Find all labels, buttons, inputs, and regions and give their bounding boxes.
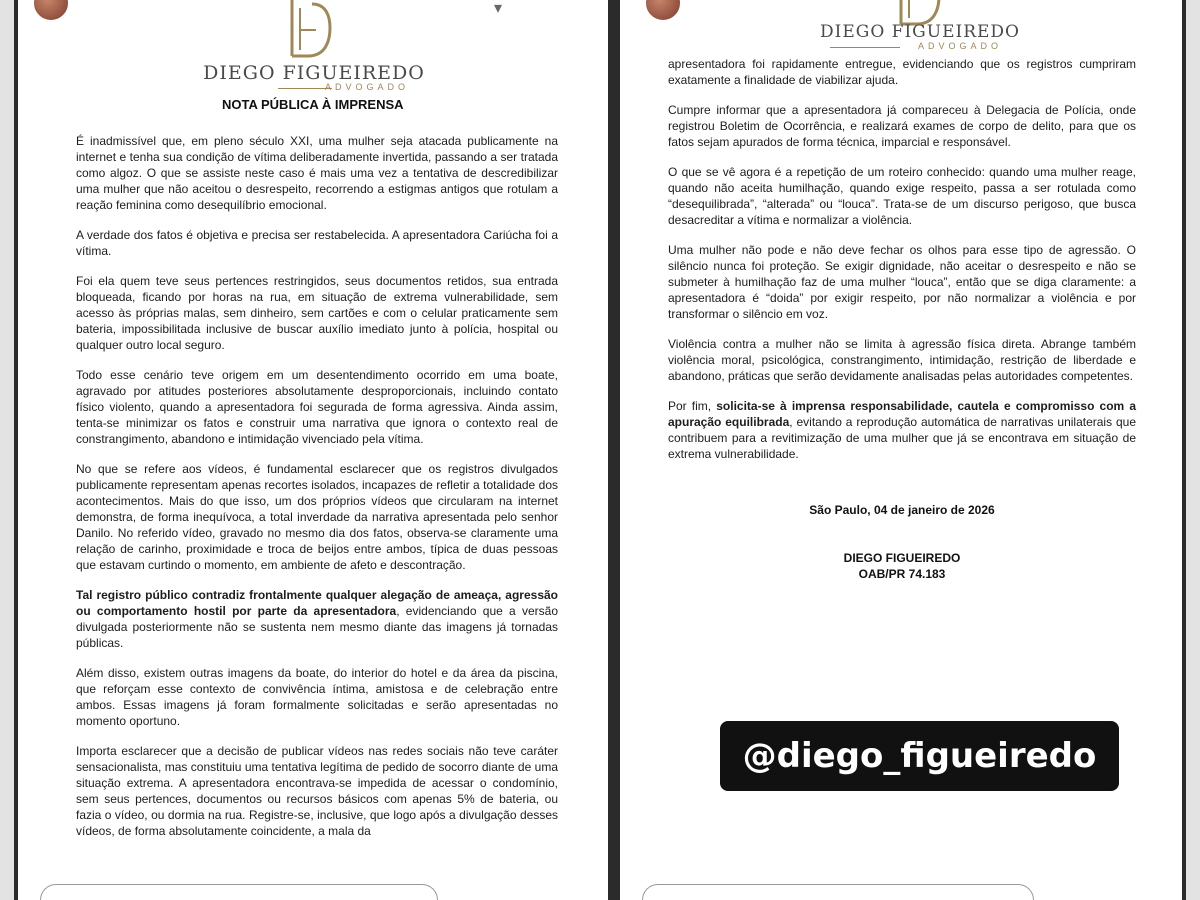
mention-sticker[interactable]: @diego_figueiredo bbox=[720, 721, 1119, 791]
paragraph: Todo esse cenário teve origem em um desentendimento ocorrido em uma boate, agravado por atitudes posteriores absolutamente desproporcionais, incluindo contato físico violento, quando a apresentadora foi segurada de forma agressiva. Ainda assim, tenta-se minimizar os fatos e construir uma narrativa que ignora o contexto real de constrangimento, abandono e intimidação vivenciado pela vítima. bbox=[76, 368, 558, 446]
edge-strip bbox=[0, 0, 14, 900]
paragraph: Uma mulher não pode e não deve fechar os olhos para esse tipo de agressão. O silêncio nunca foi proteção. Se exigir dignidade, não aceitar o desrespeito e não se submeter à humilhação faz de uma mulher “louca”, então que se diga claramente: a apresentadora é “doida” por exigir respeito, por não normalizar a violência e por transformar o silêncio em voz. bbox=[668, 243, 1136, 321]
paragraph: É inadmissível que, em pleno século XXI, uma mulher seja atacada publicamente na internet e tenha sua condição de vítima deliberadamente invertida, passando a ser tratada como algoz. O que se assiste neste caso é mais uma vez a tentativa de descredibilizar uma mulher que não aceitou o desrespeito, recorrendo a estigmas antigos que rotulam a reação feminina como desequilíbrio emocional. bbox=[76, 134, 558, 212]
paragraph-text: , evitando a reprodução automática de narrativas unilaterais que contribuem para a revitimização de uma mulher que já se encontrava em situação de extrema vulnerabilidade. bbox=[668, 415, 1137, 461]
logo-subtitle: ADVOGADO bbox=[324, 82, 409, 92]
paragraph: Violência contra a mulher não se limita à agressão física direta. Abrange também violência moral, psicológica, constrangimento, intimidação, restrição de liberdade e abandono, práticas que serão devidamente analisadas pelas autoridades competentes. bbox=[668, 337, 1136, 383]
paragraph bbox=[668, 398, 1136, 462]
edge-strip bbox=[1186, 0, 1200, 900]
paragraph-text: , evidenciando que a versão divulgada posteriormente não se sustenta nem mesmo diante das imagens já tornadas públicas. bbox=[76, 604, 558, 650]
story-panel-left bbox=[18, 0, 608, 900]
place-date: São Paulo, 04 de janeiro de 2026 bbox=[809, 503, 995, 517]
paragraph: Além disso, existem outras imagens da boate, do interior do hotel e da área da piscina, que reforçam esse contexto de convivência íntima, amistosa e de celebração entre ambos. Essas imagens já foram formalmente solicitadas e serão apresentadas no momento oportuno. bbox=[76, 666, 558, 728]
paragraph: Foi ela quem teve seus pertences restringidos, seus documentos retidos, sua entrada bloqueada, ficando por horas na rua, em situação de extrema vulnerabilidade, sem acesso às próprias malas, sem dinheiro, sem cartões e com o celular praticamente sem bateria, impossibilitada inclusive de buscar auxílio imediato junto à polícia, hospital ou qualquer outro local seguro. bbox=[76, 274, 558, 352]
story-topbar-fragment-icon: ▾ bbox=[494, 0, 503, 17]
logo-monogram-icon bbox=[286, 0, 334, 60]
paragraph-text: Por fim, bbox=[668, 399, 717, 413]
logo-divider bbox=[830, 47, 900, 48]
left-text-column bbox=[76, 133, 558, 853]
paragraph: O que se vê agora é a repetição de um roteiro conhecido: quando uma mulher reage, quando não aceita humilhação, quando exige respeito, passa a ser rotulada como “desequilibrada”, “alterada” ou “louca”. Trata-se de um discurso perigoso, que busca desacreditar a vítima e normalizar a violência. bbox=[668, 165, 1136, 227]
paragraph: No que se refere aos vídeos, é fundamental esclarecer que os registros divulgados publicamente representam apenas recortes isolados, incapazes de refletir a totalidade dos acontecimentos. Mais do que isso, um dos próprios vídeos que circularam na internet demonstra, de forma inequívoca, a total inverdade da narrativa apresentada pelo senhor Danilo. No referido vídeo, gravado no mesmo dia dos fatos, observa-se claramente uma relação de carinho, proximidade e troca de beijos entre ambos, típica de duas pessoas que estavam curtindo o momento, em ambiente de afeto e descontração. bbox=[76, 462, 558, 572]
document-title: NOTA PÚBLICA À IMPRENSA bbox=[222, 97, 404, 112]
bold-text: Tal registro público contradiz frontalmente qualquer alegação de ameaça, agressão ou comportamento hostil por parte da apresentadora bbox=[76, 588, 558, 618]
signature-name: DIEGO FIGUEIREDO bbox=[843, 551, 961, 565]
signature-oab: OAB/PR 74.183 bbox=[858, 567, 946, 581]
paragraph: Importa esclarecer que a decisão de publicar vídeos nas redes sociais não teve caráter sensacionalista, mas constituiu uma tentativa legítima de pedido de socorro diante de uma situação extrema. A apresentadora encontrava-se impedida de acessar o condomínio, sem seus pertences, documentos ou recursos básicos com apenas 5% de bateria, ou fazia o vídeo, ou dormia na rua. Registre-se, inclusive, que logo após a divulgação desses vídeos, de forma absolutamente coincidente, a mala da bbox=[76, 744, 558, 838]
paragraph: A verdade dos fatos é objetiva e precisa ser restabelecida. A apresentadora Cariúcha foi a vítima. bbox=[76, 228, 558, 258]
reply-field[interactable] bbox=[642, 884, 1034, 900]
logo-subtitle: ADVOGADO bbox=[917, 41, 1002, 51]
reply-field[interactable] bbox=[40, 884, 438, 900]
profile-avatar[interactable] bbox=[644, 0, 682, 22]
right-text-column bbox=[668, 56, 1136, 582]
bold-text: solicita-se à imprensa responsabilidade, cautela e compromisso com a apuração equilibrada bbox=[668, 399, 1136, 429]
paragraph bbox=[76, 587, 558, 651]
logo-name: DIEGO FIGUEIREDO bbox=[820, 22, 1020, 42]
profile-avatar[interactable] bbox=[32, 0, 70, 22]
logo-name: DIEGO FIGUEIREDO bbox=[203, 62, 425, 84]
paragraph: Cumpre informar que a apresentadora já compareceu à Delegacia de Polícia, onde registrou Boletim de Ocorrência, e realizará exames de corpo de delito, para que os fatos sejam apurados de forma técnica, imparcial e responsável. bbox=[668, 103, 1136, 149]
paragraph: apresentadora foi rapidamente entregue, evidenciando que os registros cumpriram exatamente a finalidade de viabilizar ajuda. bbox=[668, 57, 1136, 87]
